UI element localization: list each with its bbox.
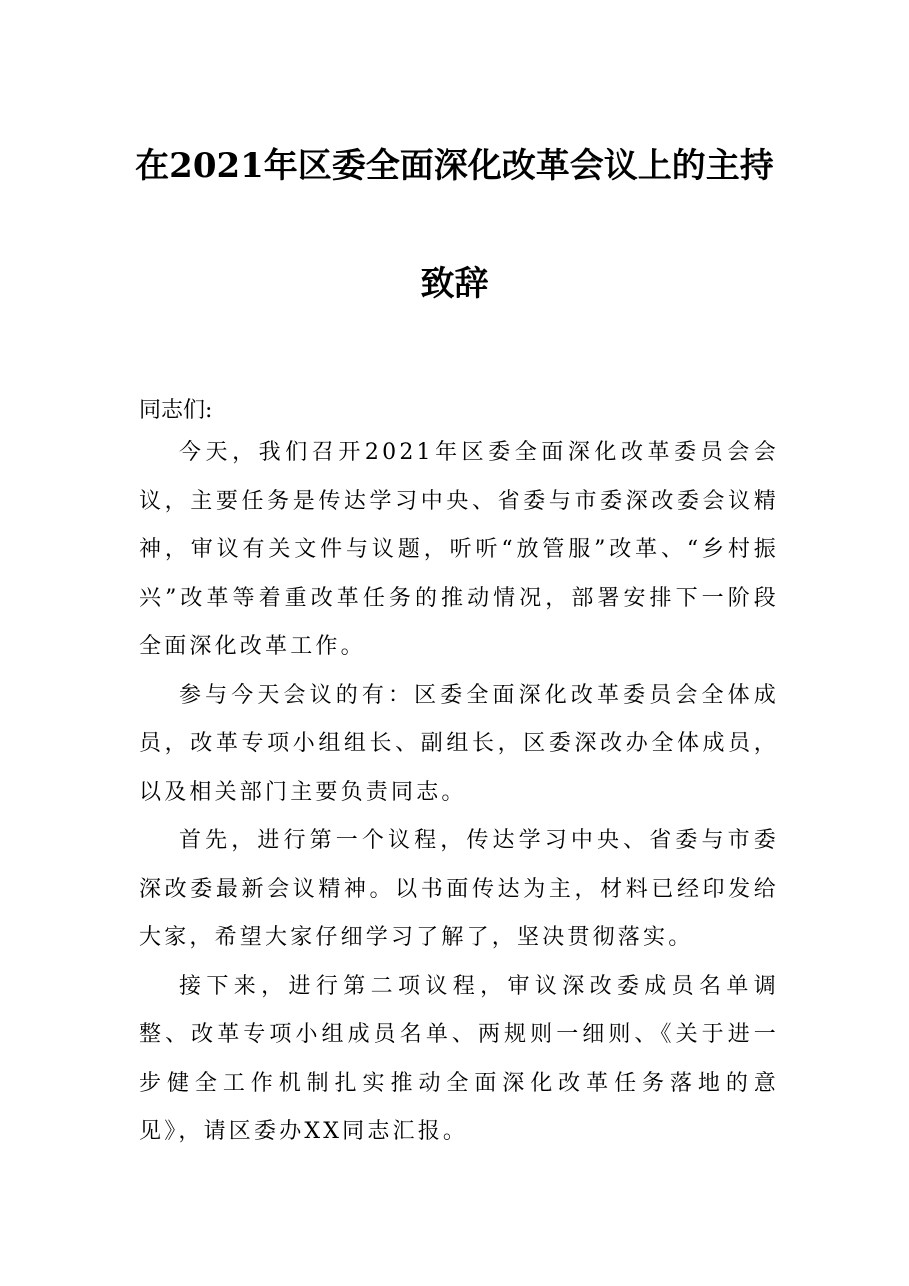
document-title-line-1: 在2021年区委全面深化改革会议上的主持: [135, 146, 774, 186]
document-body: [139, 396, 779, 1157]
document-title-line-2: 致辞: [420, 264, 489, 304]
paragraph-agenda-second: 接下来，进行第二项议程，审议深改委成员名单调整、改革专项小组成员名单、两规则一细则、《关于进一步健全工作机制扎实推动全面深化改革任务落地的意见》，请区委办XX同志汇报。: [139, 973, 779, 1144]
paragraph-agenda-first: 首先，进行第一个议程，传达学习中央、省委与市委深改委最新会议精神。以书面传达为主，材料已经印发给大家，希望大家仔细学习了解了，坚决贯彻落实。: [139, 828, 779, 950]
paragraph-opening: 今天，我们召开2021年区委全面深化改革委员会会议，主要任务是传达学习中央、省委与市委深改委会议精神，审议有关文件与议题，听听“放管服”改革、“乡村振兴”改革等着重改革任务的推动情况，部署安排下一阶段全面深化改革工作。: [139, 440, 779, 659]
paragraph-attendees: 参与今天会议的有：区委全面深化改革委员会全体成员，改革专项小组组长、副组长，区委深改办全体成员，以及相关部门主要负责同志。: [139, 682, 779, 805]
salutation: 同志们:: [139, 398, 213, 423]
